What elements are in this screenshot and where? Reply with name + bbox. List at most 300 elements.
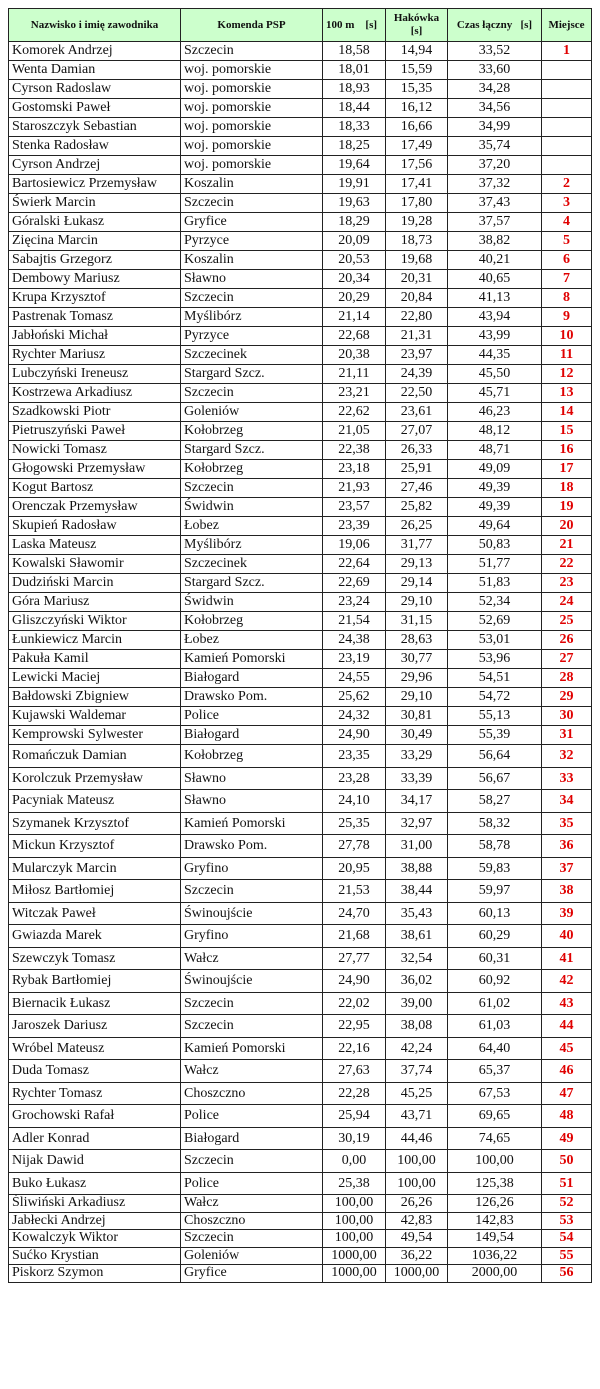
place: 1 bbox=[542, 42, 592, 61]
time-total: 37,20 bbox=[448, 156, 542, 175]
time-hook: 26,26 bbox=[386, 1195, 448, 1213]
time-hook: 49,54 bbox=[386, 1230, 448, 1248]
unit-name: Szczecin bbox=[181, 1150, 323, 1173]
table-row bbox=[9, 42, 592, 61]
unit-name: Kamień Pomorski bbox=[181, 812, 323, 835]
unit-name: Szczecin bbox=[181, 1230, 323, 1248]
unit-name: woj. pomorskie bbox=[181, 80, 323, 99]
table-row bbox=[9, 403, 592, 422]
place: 22 bbox=[542, 555, 592, 574]
time-hook: 32,97 bbox=[386, 812, 448, 835]
place: 35 bbox=[542, 812, 592, 835]
place: 7 bbox=[542, 270, 592, 289]
table-row bbox=[9, 880, 592, 903]
time-100m: 20,53 bbox=[323, 251, 386, 270]
time-total: 60,13 bbox=[448, 902, 542, 925]
table-row bbox=[9, 1082, 592, 1105]
table-row bbox=[9, 175, 592, 194]
table-row bbox=[9, 767, 592, 790]
time-100m: 23,28 bbox=[323, 767, 386, 790]
unit-name: Gryfice bbox=[181, 213, 323, 232]
time-hook: 21,31 bbox=[386, 327, 448, 346]
competitor-name: Dudziński Marcin bbox=[9, 574, 181, 593]
place: 5 bbox=[542, 232, 592, 251]
table-row bbox=[9, 346, 592, 365]
time-100m: 23,39 bbox=[323, 517, 386, 536]
table-row bbox=[9, 1105, 592, 1128]
unit-name: Łobez bbox=[181, 631, 323, 650]
table-row bbox=[9, 1060, 592, 1083]
time-100m: 22,69 bbox=[323, 574, 386, 593]
time-100m: 25,35 bbox=[323, 812, 386, 835]
time-total: 53,96 bbox=[448, 650, 542, 669]
place: 48 bbox=[542, 1105, 592, 1128]
time-total: 52,69 bbox=[448, 612, 542, 631]
time-hook: 17,49 bbox=[386, 137, 448, 156]
time-hook: 17,56 bbox=[386, 156, 448, 175]
place: 50 bbox=[542, 1150, 592, 1173]
unit-name: Stargard Szcz. bbox=[181, 365, 323, 384]
table-row bbox=[9, 270, 592, 289]
competitor-name: Szadkowski Piotr bbox=[9, 403, 181, 422]
time-total: 46,23 bbox=[448, 403, 542, 422]
time-total: 53,01 bbox=[448, 631, 542, 650]
competitor-name: Gwiazda Marek bbox=[9, 925, 181, 948]
time-total: 40,21 bbox=[448, 251, 542, 270]
time-total: 49,09 bbox=[448, 460, 542, 479]
time-hook: 39,00 bbox=[386, 992, 448, 1015]
competitor-name: Szymanek Krzysztof bbox=[9, 812, 181, 835]
place: 21 bbox=[542, 536, 592, 555]
time-total: 60,31 bbox=[448, 947, 542, 970]
time-total: 37,57 bbox=[448, 213, 542, 232]
unit-name: Sławno bbox=[181, 790, 323, 813]
place: 23 bbox=[542, 574, 592, 593]
table-row bbox=[9, 517, 592, 536]
time-100m: 0,00 bbox=[323, 1150, 386, 1173]
time-hook: 29,96 bbox=[386, 669, 448, 688]
unit-name: Sławno bbox=[181, 270, 323, 289]
time-100m: 21,14 bbox=[323, 308, 386, 327]
table-row bbox=[9, 970, 592, 993]
time-total: 55,39 bbox=[448, 726, 542, 745]
competitor-name: Korolczuk Przemysław bbox=[9, 767, 181, 790]
time-100m: 22,16 bbox=[323, 1037, 386, 1060]
competitor-name: Rychter Tomasz bbox=[9, 1082, 181, 1105]
place: 9 bbox=[542, 308, 592, 327]
place: 32 bbox=[542, 745, 592, 768]
unit-name: Białogard bbox=[181, 669, 323, 688]
table-row bbox=[9, 194, 592, 213]
unit-name: Szczecinek bbox=[181, 555, 323, 574]
time-100m: 24,32 bbox=[323, 707, 386, 726]
place: 6 bbox=[542, 251, 592, 270]
time-100m: 21,05 bbox=[323, 422, 386, 441]
unit-name: Kamień Pomorski bbox=[181, 1037, 323, 1060]
competitor-name: Kowalczyk Wiktor bbox=[9, 1230, 181, 1248]
place: 11 bbox=[542, 346, 592, 365]
place: 12 bbox=[542, 365, 592, 384]
unit-name: Koszalin bbox=[181, 251, 323, 270]
time-100m: 1000,00 bbox=[323, 1265, 386, 1283]
place: 44 bbox=[542, 1015, 592, 1038]
time-total: 34,99 bbox=[448, 118, 542, 137]
unit-name: Kołobrzeg bbox=[181, 422, 323, 441]
time-100m: 20,38 bbox=[323, 346, 386, 365]
time-total: 59,97 bbox=[448, 880, 542, 903]
place: 51 bbox=[542, 1172, 592, 1195]
place: 37 bbox=[542, 857, 592, 880]
competitor-name: Zięcina Marcin bbox=[9, 232, 181, 251]
table-row bbox=[9, 612, 592, 631]
competitor-name: Jabłecki Andrzej bbox=[9, 1212, 181, 1230]
time-total: 45,50 bbox=[448, 365, 542, 384]
place: 43 bbox=[542, 992, 592, 1015]
competitor-name: Nowicki Tomasz bbox=[9, 441, 181, 460]
table-row bbox=[9, 1195, 592, 1213]
time-100m: 23,24 bbox=[323, 593, 386, 612]
unit-name: Świdwin bbox=[181, 498, 323, 517]
table-row bbox=[9, 790, 592, 813]
unit-name: Koszalin bbox=[181, 175, 323, 194]
table-row bbox=[9, 118, 592, 137]
unit-name: Białogard bbox=[181, 726, 323, 745]
unit-name: Gryfice bbox=[181, 1265, 323, 1283]
time-total: 37,32 bbox=[448, 175, 542, 194]
competitor-name: Mularczyk Marcin bbox=[9, 857, 181, 880]
table-row bbox=[9, 422, 592, 441]
time-total: 61,02 bbox=[448, 992, 542, 1015]
competitor-name: Kogut Bartosz bbox=[9, 479, 181, 498]
competitor-name: Buko Łukasz bbox=[9, 1172, 181, 1195]
time-total: 64,40 bbox=[448, 1037, 542, 1060]
competitor-name: Nijak Dawid bbox=[9, 1150, 181, 1173]
time-hook: 38,08 bbox=[386, 1015, 448, 1038]
unit-name: Stargard Szcz. bbox=[181, 441, 323, 460]
time-hook: 43,71 bbox=[386, 1105, 448, 1128]
time-100m: 22,38 bbox=[323, 441, 386, 460]
competitor-name: Głogowski Przemysław bbox=[9, 460, 181, 479]
header-total: Czas łączny [s] bbox=[448, 9, 542, 42]
table-row bbox=[9, 835, 592, 858]
time-hook: 15,59 bbox=[386, 61, 448, 80]
time-hook: 36,22 bbox=[386, 1247, 448, 1265]
header-hook: Hakówka [s] bbox=[386, 9, 448, 42]
time-100m: 23,19 bbox=[323, 650, 386, 669]
unit-name: Police bbox=[181, 1172, 323, 1195]
time-total: 142,83 bbox=[448, 1212, 542, 1230]
competitor-name: Piskorz Szymon bbox=[9, 1265, 181, 1283]
time-hook: 28,63 bbox=[386, 631, 448, 650]
table-row bbox=[9, 688, 592, 707]
table-row bbox=[9, 1037, 592, 1060]
time-100m: 27,77 bbox=[323, 947, 386, 970]
competitor-name: Biernacik Łukasz bbox=[9, 992, 181, 1015]
unit-name: woj. pomorskie bbox=[181, 118, 323, 137]
time-100m: 18,29 bbox=[323, 213, 386, 232]
table-row bbox=[9, 745, 592, 768]
unit-name: Myślibórz bbox=[181, 536, 323, 555]
time-100m: 19,91 bbox=[323, 175, 386, 194]
unit-name: Wałcz bbox=[181, 1195, 323, 1213]
time-100m: 22,02 bbox=[323, 992, 386, 1015]
time-total: 49,39 bbox=[448, 498, 542, 517]
time-hook: 100,00 bbox=[386, 1150, 448, 1173]
table-row bbox=[9, 857, 592, 880]
unit-name: Goleniów bbox=[181, 1247, 323, 1265]
table-row bbox=[9, 992, 592, 1015]
competitor-name: Stenka Radosław bbox=[9, 137, 181, 156]
table-row bbox=[9, 1015, 592, 1038]
time-100m: 25,38 bbox=[323, 1172, 386, 1195]
time-hook: 17,41 bbox=[386, 175, 448, 194]
unit-name: Choszczno bbox=[181, 1082, 323, 1105]
table-row bbox=[9, 213, 592, 232]
place: 28 bbox=[542, 669, 592, 688]
place: 55 bbox=[542, 1247, 592, 1265]
competitor-name: Łunkiewicz Marcin bbox=[9, 631, 181, 650]
time-hook: 44,46 bbox=[386, 1127, 448, 1150]
place: 30 bbox=[542, 707, 592, 726]
place bbox=[542, 80, 592, 99]
time-hook: 31,15 bbox=[386, 612, 448, 631]
table-row bbox=[9, 498, 592, 517]
competitor-name: Wróbel Mateusz bbox=[9, 1037, 181, 1060]
competitor-name: Lewicki Maciej bbox=[9, 669, 181, 688]
table-row bbox=[9, 726, 592, 745]
time-hook: 22,80 bbox=[386, 308, 448, 327]
unit-name: Drawsko Pom. bbox=[181, 835, 323, 858]
table-row bbox=[9, 441, 592, 460]
time-total: 126,26 bbox=[448, 1195, 542, 1213]
unit-name: Szczecin bbox=[181, 880, 323, 903]
unit-name: woj. pomorskie bbox=[181, 61, 323, 80]
place: 26 bbox=[542, 631, 592, 650]
time-hook: 45,25 bbox=[386, 1082, 448, 1105]
table-row bbox=[9, 232, 592, 251]
time-hook: 38,61 bbox=[386, 925, 448, 948]
place: 56 bbox=[542, 1265, 592, 1283]
unit-name: Szczecinek bbox=[181, 346, 323, 365]
place: 54 bbox=[542, 1230, 592, 1248]
time-100m: 22,64 bbox=[323, 555, 386, 574]
time-100m: 1000,00 bbox=[323, 1247, 386, 1265]
time-100m: 100,00 bbox=[323, 1230, 386, 1248]
place: 42 bbox=[542, 970, 592, 993]
time-hook: 16,66 bbox=[386, 118, 448, 137]
unit-name: Gryfino bbox=[181, 925, 323, 948]
time-total: 54,51 bbox=[448, 669, 542, 688]
competitor-name: Śliwiński Arkadiusz bbox=[9, 1195, 181, 1213]
time-100m: 23,18 bbox=[323, 460, 386, 479]
table-row bbox=[9, 593, 592, 612]
time-total: 59,83 bbox=[448, 857, 542, 880]
time-100m: 24,90 bbox=[323, 726, 386, 745]
table-row bbox=[9, 812, 592, 835]
time-total: 34,56 bbox=[448, 99, 542, 118]
competitor-name: Orenczak Przemysław bbox=[9, 498, 181, 517]
table-row bbox=[9, 1212, 592, 1230]
unit-name: Szczecin bbox=[181, 289, 323, 308]
place bbox=[542, 156, 592, 175]
time-total: 149,54 bbox=[448, 1230, 542, 1248]
unit-name: woj. pomorskie bbox=[181, 137, 323, 156]
table-row bbox=[9, 384, 592, 403]
competitor-name: Świerk Marcin bbox=[9, 194, 181, 213]
competitor-name: Szewczyk Tomasz bbox=[9, 947, 181, 970]
time-hook: 30,49 bbox=[386, 726, 448, 745]
time-100m: 23,35 bbox=[323, 745, 386, 768]
table-row bbox=[9, 289, 592, 308]
time-hook: 23,61 bbox=[386, 403, 448, 422]
time-hook: 20,84 bbox=[386, 289, 448, 308]
time-hook: 26,33 bbox=[386, 441, 448, 460]
time-100m: 21,54 bbox=[323, 612, 386, 631]
time-total: 40,65 bbox=[448, 270, 542, 289]
unit-name: Szczecin bbox=[181, 42, 323, 61]
unit-name: Szczecin bbox=[181, 194, 323, 213]
time-hook: 34,17 bbox=[386, 790, 448, 813]
header-place: Miejsce bbox=[542, 9, 592, 42]
time-hook: 15,35 bbox=[386, 80, 448, 99]
competitor-name: Cyrson Radoslaw bbox=[9, 80, 181, 99]
time-total: 34,28 bbox=[448, 80, 542, 99]
competitor-name: Cyrson Andrzej bbox=[9, 156, 181, 175]
time-100m: 100,00 bbox=[323, 1212, 386, 1230]
time-hook: 26,25 bbox=[386, 517, 448, 536]
competitor-name: Witczak Paweł bbox=[9, 902, 181, 925]
table-row bbox=[9, 925, 592, 948]
place: 41 bbox=[542, 947, 592, 970]
time-total: 48,71 bbox=[448, 441, 542, 460]
competitor-name: Laska Mateusz bbox=[9, 536, 181, 555]
unit-name: Police bbox=[181, 707, 323, 726]
time-hook: 23,97 bbox=[386, 346, 448, 365]
unit-name: Świnoujście bbox=[181, 902, 323, 925]
competitor-name: Gostomski Paweł bbox=[9, 99, 181, 118]
time-hook: 30,81 bbox=[386, 707, 448, 726]
unit-name: Stargard Szcz. bbox=[181, 574, 323, 593]
time-total: 61,03 bbox=[448, 1015, 542, 1038]
time-total: 58,32 bbox=[448, 812, 542, 835]
competitor-name: Bałdowski Zbigniew bbox=[9, 688, 181, 707]
unit-name: Szczecin bbox=[181, 384, 323, 403]
table-row bbox=[9, 251, 592, 270]
unit-name: Myślibórz bbox=[181, 308, 323, 327]
unit-name: Goleniów bbox=[181, 403, 323, 422]
time-hook: 42,24 bbox=[386, 1037, 448, 1060]
time-hook: 27,46 bbox=[386, 479, 448, 498]
table-row bbox=[9, 1150, 592, 1173]
unit-name: woj. pomorskie bbox=[181, 99, 323, 118]
time-100m: 18,44 bbox=[323, 99, 386, 118]
competitor-name: Miłosz Bartłomiej bbox=[9, 880, 181, 903]
time-total: 74,65 bbox=[448, 1127, 542, 1150]
time-100m: 24,70 bbox=[323, 902, 386, 925]
place: 39 bbox=[542, 902, 592, 925]
place: 29 bbox=[542, 688, 592, 707]
table-row bbox=[9, 365, 592, 384]
time-total: 1036,22 bbox=[448, 1247, 542, 1265]
time-hook: 22,50 bbox=[386, 384, 448, 403]
time-total: 65,37 bbox=[448, 1060, 542, 1083]
time-100m: 23,57 bbox=[323, 498, 386, 517]
time-total: 37,43 bbox=[448, 194, 542, 213]
time-total: 38,82 bbox=[448, 232, 542, 251]
unit-name: Sławno bbox=[181, 767, 323, 790]
time-total: 48,12 bbox=[448, 422, 542, 441]
place: 14 bbox=[542, 403, 592, 422]
time-hook: 35,43 bbox=[386, 902, 448, 925]
time-100m: 18,93 bbox=[323, 80, 386, 99]
competitor-name: Rybak Bartłomiej bbox=[9, 970, 181, 993]
time-100m: 22,28 bbox=[323, 1082, 386, 1105]
table-row bbox=[9, 947, 592, 970]
time-total: 49,64 bbox=[448, 517, 542, 536]
time-100m: 100,00 bbox=[323, 1195, 386, 1213]
place: 18 bbox=[542, 479, 592, 498]
place: 52 bbox=[542, 1195, 592, 1213]
time-total: 49,39 bbox=[448, 479, 542, 498]
place: 10 bbox=[542, 327, 592, 346]
place: 2 bbox=[542, 175, 592, 194]
time-100m: 25,62 bbox=[323, 688, 386, 707]
table-row bbox=[9, 80, 592, 99]
time-100m: 30,19 bbox=[323, 1127, 386, 1150]
time-hook: 25,91 bbox=[386, 460, 448, 479]
competitor-name: Dembowy Mariusz bbox=[9, 270, 181, 289]
table-row bbox=[9, 327, 592, 346]
time-total: 58,27 bbox=[448, 790, 542, 813]
time-total: 33,60 bbox=[448, 61, 542, 80]
place: 27 bbox=[542, 650, 592, 669]
time-100m: 18,58 bbox=[323, 42, 386, 61]
competitor-name: Romańczuk Damian bbox=[9, 745, 181, 768]
place: 17 bbox=[542, 460, 592, 479]
unit-name: Świnoujście bbox=[181, 970, 323, 993]
competitor-name: Staroszczyk Sebastian bbox=[9, 118, 181, 137]
competitor-name: Mickun Krzysztof bbox=[9, 835, 181, 858]
time-hook: 31,00 bbox=[386, 835, 448, 858]
competitor-name: Jaroszek Dariusz bbox=[9, 1015, 181, 1038]
competitor-name: Góralski Łukasz bbox=[9, 213, 181, 232]
unit-name: Kołobrzeg bbox=[181, 460, 323, 479]
time-100m: 20,29 bbox=[323, 289, 386, 308]
time-total: 41,13 bbox=[448, 289, 542, 308]
unit-name: Pyrzyce bbox=[181, 232, 323, 251]
unit-name: Białogard bbox=[181, 1127, 323, 1150]
time-hook: 29,10 bbox=[386, 593, 448, 612]
place: 53 bbox=[542, 1212, 592, 1230]
time-100m: 21,11 bbox=[323, 365, 386, 384]
time-total: 35,74 bbox=[448, 137, 542, 156]
time-100m: 24,55 bbox=[323, 669, 386, 688]
place bbox=[542, 99, 592, 118]
time-hook: 1000,00 bbox=[386, 1265, 448, 1283]
competitor-name: Komorek Andrzej bbox=[9, 42, 181, 61]
table-row bbox=[9, 460, 592, 479]
time-total: 33,52 bbox=[448, 42, 542, 61]
time-total: 56,67 bbox=[448, 767, 542, 790]
time-100m: 24,90 bbox=[323, 970, 386, 993]
time-100m: 18,25 bbox=[323, 137, 386, 156]
time-100m: 22,62 bbox=[323, 403, 386, 422]
time-100m: 27,63 bbox=[323, 1060, 386, 1083]
time-hook: 27,07 bbox=[386, 422, 448, 441]
time-100m: 19,63 bbox=[323, 194, 386, 213]
table-row bbox=[9, 1172, 592, 1195]
header-row bbox=[9, 9, 592, 42]
